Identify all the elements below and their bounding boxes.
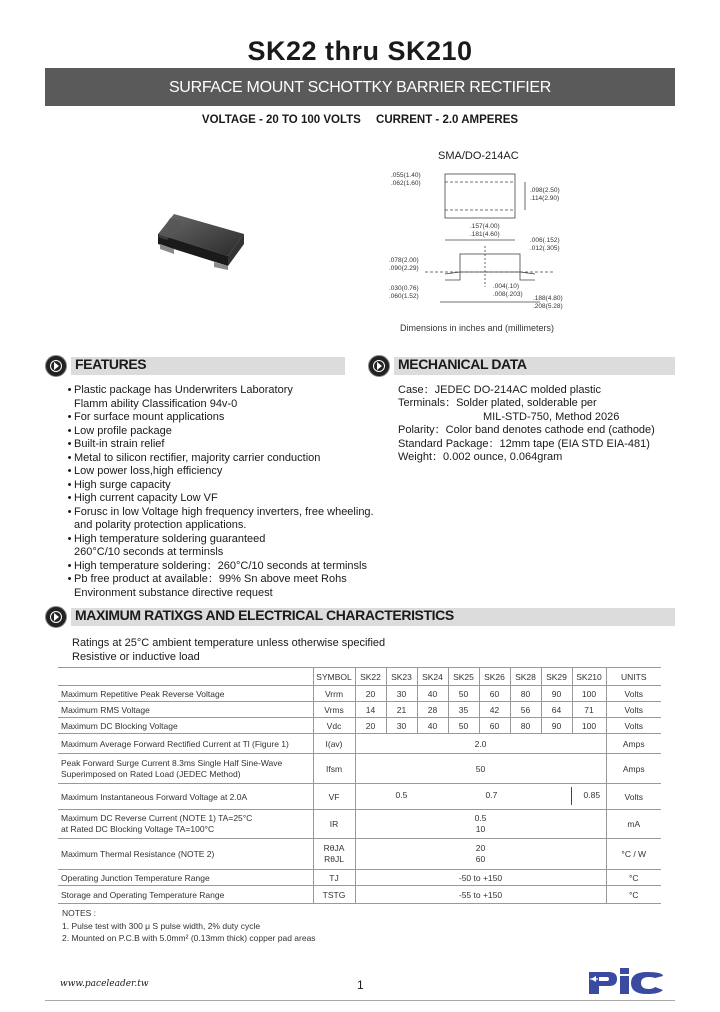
value-cell: 64 [541,702,572,718]
value-cell: 21 [386,702,417,718]
feature-text: High temperature soldering guaranteed [74,532,266,545]
table-row [58,734,661,754]
table-row [58,810,661,839]
note-item: 2. Mounted on P.C.B with 5.0mm² (0.13mm thick) copper pad areas [62,933,316,943]
param-cell: Maximum Average Forward Rectified Current at Tl (Figure 1) [58,734,313,754]
feature-text: Low profile package [74,424,172,437]
param-cell: Maximum DC Blocking Voltage [58,718,313,734]
rating-summary [0,114,720,126]
symbol-cell: IR [313,810,355,839]
ratings-heading [45,606,675,628]
param-cell: Maximum RMS Voltage [58,702,313,718]
param-cell: Storage and Operating Temperature Range [58,886,313,904]
value-cell: 50 [448,718,479,734]
dim-label: .181(4.60) [470,231,500,238]
symbol-cell: I(av) [313,734,355,754]
mechanical-title: MECHANICAL DATA [398,356,527,372]
vf-value: 0.5 [395,790,408,800]
value-cell: 90 [541,718,572,734]
feature-text: Low power loss,high efficiency [74,465,223,477]
bullet-icon: • [67,411,72,423]
value-cell: 56 [510,702,541,718]
bullet-icon: • [67,559,72,572]
current-rating: CURRENT - 2.0 AMPERES [376,114,519,126]
feature-text: Pb free product at available：99% Sn above meet Rohs [74,573,347,585]
bullet-icon: • [67,505,72,518]
table-row [58,754,661,784]
dim-label: .098(2.50) [530,187,560,194]
unit-cell: Volts [606,718,661,734]
unit-cell: °C [606,870,661,886]
feature-item [65,573,374,587]
unit-cell: Amps [606,754,661,784]
page-number: 1 [357,978,364,992]
dimension-note: Dimensions in inches and (millimeters) [400,323,555,333]
value-cell: 20 [355,686,386,702]
value-cell: 60 [479,686,510,702]
table-row [58,870,661,886]
condition-line: Resistive or inductive load [72,651,200,663]
mech-line: MIL-STD-750, Method 2026 [483,410,620,423]
mech-line: Terminals：Solder plated, solderable per [398,397,597,410]
value-cell: 20 60 [355,839,606,870]
dim-label: .114(2.90) [530,195,560,202]
value-cell: -50 to +150 [355,870,606,886]
logo-text: PiC [587,964,589,965]
unit-cell: °C / W [606,839,661,870]
notes-title: NOTES : [62,908,97,918]
bullet-icon: • [67,573,72,585]
symbol-cell: Vrms [313,702,355,718]
vf-value: 0.85 [583,790,601,800]
footer-url[interactable]: www.paceleader.tw [60,979,149,989]
param-cell: Operating Junction Temperature Range [58,870,313,886]
dim-label: .004(.10) [493,283,520,290]
bullet-icon: • [67,465,72,477]
table-row [58,784,661,810]
value-cell: 35 [448,702,479,718]
table-row [58,839,661,870]
header-cell: SK25 [448,668,479,686]
dim-label: .078(2.00) [389,257,419,264]
mech-line: Standard Package：12mm tape (EIA STD EIA-481) [398,437,650,450]
page-title: SK22 thru SK210 [247,36,473,66]
value-cell: 14 [355,702,386,718]
value-cell: 20 [355,718,386,734]
feature-text: Built-in strain relief [74,438,165,450]
feature-text-continued: 260°C/10 seconds at terminsls [74,546,224,558]
feature-text: High current capacity Low VF [74,492,218,504]
mech-line: Weight：0.002 ounce, 0.064gram [398,451,563,464]
table-row [58,702,661,718]
value-cell: 50 [355,754,606,784]
param-cell: Peak Forward Surge Current 8.3ms Single Half Sine-Wave Superimposed on Rated Load (JEDEC Method) [58,754,313,784]
arrow-circle-icon [368,355,390,377]
value-cell: 42 [479,702,510,718]
feature-item [65,479,374,493]
symbol-cell: TSTG [313,886,355,904]
dim-label: .062(1.60) [391,180,421,187]
symbol-cell: RθJA RθJL [313,839,355,870]
note-item: 1. Pulse test with 300 μ S pulse width, 2% duty cycle [62,920,261,931]
package-photo [152,204,248,276]
arrow-circle-icon [45,355,67,377]
header-cell: UNITS [606,668,661,686]
value-cell: 30 [386,718,417,734]
feature-item [65,560,374,574]
arrow-circle-icon [45,606,67,628]
param-cell: Maximum Instantaneous Forward Voltage at 2.0A [58,784,313,810]
ratings-title: MAXIMUM RATIXGS AND ELECTRICAL CHARACTERISTICS [75,607,454,623]
value-cell: 60 [479,718,510,734]
page-subtitle: SURFACE MOUNT SCHOTTKY BARRIER RECTIFIER [168,79,552,96]
dim-label: .157(4.00) [470,223,500,230]
dim-label: .188(4.80) [533,295,563,302]
symbol-cell: TJ [313,870,355,886]
feature-item [65,452,374,466]
feature-text: High surge capacity [74,478,171,491]
header-cell: SK23 [386,668,417,686]
feature-text: High temperature soldering：260°C/10 seconds at terminsls [74,559,367,572]
feature-item [65,492,374,506]
bullet-icon: • [67,424,72,437]
value-cell: 2.0 [355,734,606,754]
value-cell: 30 [386,686,417,702]
bullet-icon: • [67,532,72,545]
param-cell: Maximum Repetitive Peak Reverse Voltage [58,686,313,702]
value-cell: 80 [510,686,541,702]
dim-label: .006(.152) [530,237,560,244]
table-row [58,686,661,702]
feature-text: Forusc in low Voltage high frequency inverters, free wheeling. [74,505,374,518]
vf-value: 0.7 [485,790,498,800]
symbol-cell: Vrrm [313,686,355,702]
header-cell: SYMBOL [313,668,355,686]
bullet-icon: • [67,478,72,491]
feature-text: Plastic package has Underwriters Laboratory [74,384,293,396]
feature-text-continued: Flamm ability Classification 94v-0 [74,397,238,410]
header-cell: SK210 [572,668,606,686]
condition-line: Ratings at 25°C ambient temperature unless otherwise specified [72,637,386,649]
dim-label: .055(1.40) [391,172,421,179]
features-title: FEATURES [75,356,147,372]
company-logo [587,964,665,996]
value-cell: 40 [417,718,448,734]
features-heading [45,355,345,377]
value-cell: 90 [541,686,572,702]
feature-item [65,465,374,479]
header-cell: SK24 [417,668,448,686]
param-cell: Maximum Thermal Resistance (NOTE 2) [58,839,313,870]
unit-cell: Amps [606,734,661,754]
dim-label: .090(2.29) [389,265,419,272]
rating-conditions [72,636,385,664]
feature-item [65,425,374,439]
outline-drawing [385,162,575,327]
table-header-row [58,668,661,686]
feature-text-continued: Environment substance directive request [74,586,273,599]
header-cell: SK22 [355,668,386,686]
dim-label: .008(.203) [493,291,523,298]
footer-divider [45,1000,675,1001]
header-cell: SK26 [479,668,510,686]
notes [62,907,316,945]
features-list [65,384,374,600]
table-row [58,886,661,904]
mech-line: Polarity：Color band denotes cathode end (cathode) [398,424,655,437]
unit-cell: °C [606,886,661,904]
dim-label: .060(1.52) [389,293,419,300]
mech-line: Case：JEDEC DO-214AC molded plastic [398,384,601,396]
symbol-cell: Ifsm [313,754,355,784]
value-cell: 100 [572,686,606,702]
value-cell: 50 [448,686,479,702]
table-row [58,718,661,734]
dim-label: .030(0.76) [389,285,419,292]
unit-cell: Volts [606,702,661,718]
voltage-rating: VOLTAGE - 20 TO 100 VOLTS [201,114,361,126]
mechanical-heading [368,355,675,377]
dim-label: .012(.305) [530,245,560,252]
unit-cell: Volts [606,686,661,702]
unit-cell: mA [606,810,661,839]
feature-item [65,438,374,452]
bullet-icon: • [67,451,72,464]
bullet-icon: • [67,384,72,396]
param-cell: Maximum DC Reverse Current (NOTE 1) TA=25°C at Rated DC Blocking Voltage TA=100°C [58,810,313,839]
feature-text: For surface mount applications [74,411,225,423]
feature-text-continued: and polarity protection applications. [74,519,247,531]
bullet-icon: • [67,492,72,504]
mechanical-data [398,384,655,464]
bullet-icon: • [67,438,72,450]
header-cell: SK29 [541,668,572,686]
value-cell [355,784,606,810]
value-cell: 28 [417,702,448,718]
value-cell: 0.5 10 [355,810,606,839]
value-cell: 100 [572,718,606,734]
symbol-cell: VF [313,784,355,810]
ratings-table [58,667,661,904]
value-cell: 40 [417,686,448,702]
package-name: SMA/DO-214AC [438,150,519,162]
value-cell: -55 to +150 [355,886,606,904]
unit-cell: Volts [606,784,661,810]
feature-item [65,533,374,547]
feature-item [65,411,374,425]
feature-item [65,384,374,398]
symbol-cell: Vdc [313,718,355,734]
feature-text: Metal to silicon rectifier, majority carrier conduction [74,451,321,464]
divider [571,787,572,805]
feature-item [65,506,374,520]
dim-label: .208(5.28) [533,303,563,310]
value-cell: 80 [510,718,541,734]
header-cell: SK28 [510,668,541,686]
value-cell: 71 [572,702,606,718]
